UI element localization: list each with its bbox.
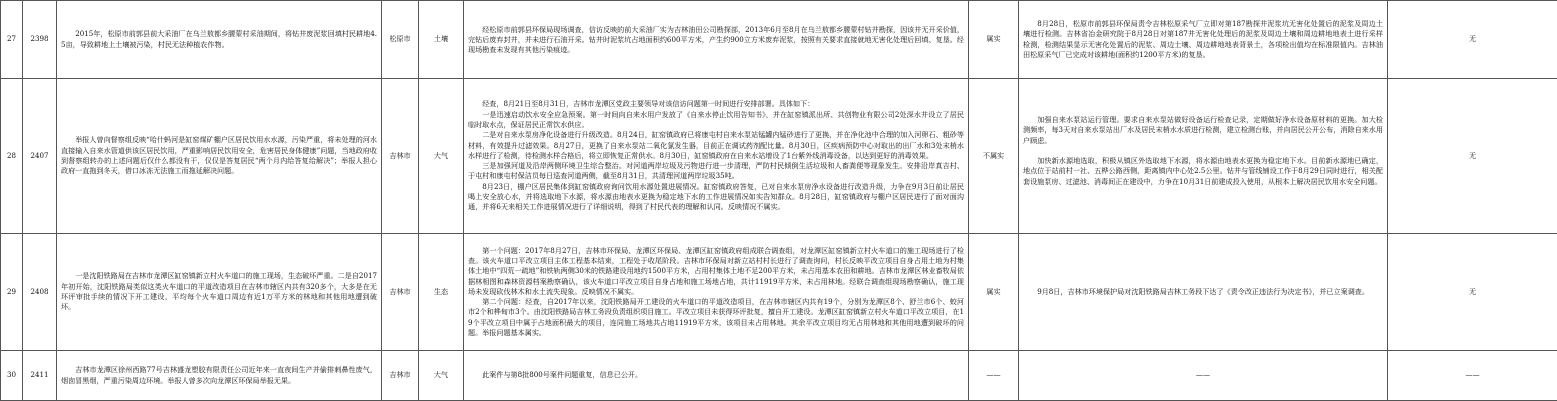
investigation-result — [464, 234, 969, 351]
rectification-measures-paragraph: 8月28日，松原市前郭县环保局责令吉林松原采气厂立即对第187勘探井泥浆坑无害化处置后的泥浆及周边土壤进行检测。吉林省冶金研究院于8月28日对第187井无害化处理后的泥浆及周边土壤和周边耕地地表土进行采样检测，检测结果显示无害化处置后的泥浆、周边土壤、周边耕地地表背景土，各项检出值均在标准限值内。吉林油田松原采气厂已完成对该耕地(面积约1200平方米)的复垦。 — [1023, 18, 1383, 59]
pollution-type: 大气 — [419, 79, 464, 234]
rectification-measures — [1019, 79, 1388, 234]
administrative-region: 吉林市 — [382, 79, 419, 234]
rectification-measures — [1019, 234, 1388, 351]
table-row — [1, 79, 1557, 234]
investigation-result-paragraph: 第一个问题：2017年8月27日，吉林市环保局、龙潭区环保局、龙潭区缸窑镇政府组成联合调查组，对龙潭区缸窑镇新立村火车道口的施工现场进行了检查。该火车道口平改立项目主体工程基本结束，工程处于收尾阶段。吉林市环保局对新立站村村长进行了调查询问，村长反映平改立项目自身占用土地为村集体土地中“四荒一疏地”和铁轨两侧30米的铁路建设用地约1500平方米，占用村集体土地不足200平方米，未占用基本农田和耕地。吉林市龙潭区林业畜牧局依据林相图和森林资源档案勘察确认，该火车道口平改立项目自身占地和施工场地占地，共计11919平方米，未占用林地。经联合调查组现场勘察确认，施工现场未发现砍伐林木和水土流失现象。反映情况不属实。 — [468, 245, 964, 296]
verification-verdict: 属实 — [969, 1, 1019, 79]
investigation-result — [464, 1, 969, 79]
row-index: 30 — [1, 351, 23, 401]
row-index: 27 — [1, 1, 23, 79]
pollution-type: 土壤 — [419, 1, 464, 79]
investigation-result-paragraph: 经松原市前郭县环保局现场调查，信访反映的前大采油厂实为吉林油田公司勘探部，2013年6月至8月在乌兰敖都乡腰蒙村钻井勘探，因该井无开采价值，完钻后废弃封井，并未进行石油开采。钻井时泥浆坑占地面积约600平方米，产生约900立方米废弃泥浆，按照有关要求直接就地无害化处理后回填、复垦。经现场勘查未发现有其他污染痕迹。 — [468, 24, 964, 55]
table-row — [1, 351, 1557, 401]
case-table-body — [1, 1, 1557, 401]
administrative-region: 吉林市 — [382, 234, 419, 351]
case-number: 2408 — [23, 234, 57, 351]
row-index: 29 — [1, 234, 23, 351]
complaint-content — [57, 351, 382, 401]
table-row — [1, 1, 1557, 79]
accountability: 无 — [1388, 1, 1557, 79]
verification-verdict: 不属实 — [969, 79, 1019, 234]
case-number: 2411 — [23, 351, 57, 401]
investigation-result — [464, 79, 969, 234]
verification-verdict: —— — [969, 351, 1019, 401]
complaint-content-text: 吉林市龙潭区徐州西路77号吉林盛龙塑胶有限责任公司近年来一直夜间生产并偷排刺鼻性废气，烟囱冒黑烟，严重污染周边环境。举报人曾多次向龙潭区环保局举报无果。 — [61, 365, 377, 385]
table-row — [1, 234, 1557, 351]
row-index: 28 — [1, 79, 23, 234]
rectification-measures-paragraph: 加快新水源地选取，积极从镇区外选取地下水源，将水源由地表水更换为稳定地下水。目前新水源地已确定，地点位于站前村一社、五桦公路西侧，距离镇内中心处2.5公里。钻井与管线铺设工作于8月29日同时进行，相关配套设施泵房、过滤池、消毒间正在建设中，力争在10月31日前建成投入使用，从根本上解决居民饮用水安全问题。 — [1023, 156, 1383, 186]
investigation-result-paragraph: 第二个问题：经查，自2017年以来，沈阳铁路局开工建设的火车道口的平道改造项目，在吉林市辖区内共有19个，分别为龙潭区8个、舒兰市6个、蛟河市2个和桦甸市3个。由沈阳铁路局吉林工务段负责组织项目施工。平改立项目未获得环评批复，擅自开工建设。龙潭区缸窑镇新立村火车道口平改立项目，在19个平改立项目中属于占地面积最大的项目，连同施工场地共占地11919平方米，该项目未占用林地。其余平改立项目均无占用林地和其他用地遭到破坏的问题。举报问题基本属实。 — [468, 297, 964, 338]
investigation-result-paragraph: 一是迅速启动饮水安全应急预案。第一时间向自来水用户发放了《自来水停止饮用告知书》，并在缸窑镇派出所、共创物业有限公司2处深水井设立了居民临时取水点，保证居民正常饮水供应。 — [468, 109, 964, 129]
accountability: 无 — [1388, 79, 1557, 234]
investigation-result-paragraph: 三是加强河道及沿岸两侧环境卫生综合整治。对河道两岸垃圾及污物进行进一步清理，严防村民倾倒生活垃圾和人畜粪便等现象发生。安排沿岸真吉村、于屯村和康屯村保洁员每日巡查河道两侧，截至8月31日，共清理河道两岸垃圾35吨。 — [468, 161, 964, 181]
investigation-result-paragraph: 8月23日，棚户区居民集体到缸窑镇政府询问饮用水源处置进展情况。缸窑镇政府答复，已对自来水泵房净水设备进行改造升级，力争在9月3日前让居民喝上安全放心水，并将选取地下水源，将水源由地表水更换为稳定地下水的工作进展情况如实告知群众。8月28日，缸窑镇政府与棚户区居民进行了面对面沟通，并将6天来相关工作进展情况进行了详细说明，得到了村民代表的理解和认同。反映情况不属实。 — [468, 181, 964, 212]
complaint-content — [57, 234, 382, 351]
pollution-type: 生态 — [419, 234, 464, 351]
administrative-region: 吉林市 — [382, 351, 419, 401]
rectification-measures — [1019, 351, 1388, 401]
verification-verdict: 属实 — [969, 234, 1019, 351]
investigation-result — [464, 351, 969, 401]
investigation-result-paragraph: 此案件与第8批800号案件问题重复，信息已公开。 — [482, 370, 643, 380]
rectification-measures-paragraph: 9月8日，吉林市环境保护局对沈阳铁路局吉林工务段下达了《责令改正违法行为决定书》，并已立案调查。 — [1037, 286, 1369, 296]
accountability: —— — [1388, 351, 1557, 401]
investigation-result-paragraph: 经查，8月21日至8月31日，吉林市龙潭区党政主要领导对该信访问题第一时间进行安排部署。具体如下： — [482, 99, 815, 109]
investigation-result-paragraph: 二是对自来水泵房净化设备进行升级改造。8月24日，缸窑镇政府已将康屯村自来水泵站锰罐内锰砂进行了更换，并在净化池中合理的加入河卵石、粗砂等材料，有效提升过滤效果。8月27日，更换了自来水泵站二氧化氯发生器，目前正在调试药剂配比量。8月30日，区疾病预防中心对取出的出厂水和3处末梢水水样进行了检测，待检测水样合格后，将立即恢复正常供水。8月30日，缸窑镇政府在自来水站增设了1台紫外线消毒设备，以达到更好的消毒效果。 — [468, 130, 964, 160]
rectification-measures-paragraph: —— — [1195, 370, 1211, 380]
case-number: 2407 — [23, 79, 57, 234]
complaint-content-text: 一是沈阳铁路局在吉林市龙潭区缸窑镇新立村火车道口的施工现场，生态破坏严重。二是自2017年初开始，沈阳铁路局类似这类火车道口的平道改造项目在吉林市辖区内共有320多个，大多是在无环评审批手续的情况下开工建设，平均每个火车道口周边有近1万平方米的林地和其他用地遭到破坏。 — [61, 271, 377, 312]
complaint-content-text: 举报人曾向督察组反映“哈什蚂河是缸窑煤矿棚户区居民饮用水水源，污染严重，将未处理的河水直接输入自来水管道供该区居民饮用，严重影响居民饮用安全，危害居民身体健康”问题，当地政府收到督察组转办的上述问题后仅什么都没有干，仅仅是答复居民“两个月内给答复给解决”；举报人担心政府一直拖到冬天，借口冰冻无法施工而拖延解决问题。 — [61, 135, 377, 176]
pollution-type: 大气 — [419, 351, 464, 401]
rectification-measures — [1019, 1, 1388, 79]
complaint-content-text: 2015年，松原市前郭县前大采油厂在乌兰敖都乡腰蒙村采油期间，将钻井废泥浆回填村民耕地4.5亩，导致耕地上土壤被污染，村民无法种植农作物。 — [61, 29, 377, 49]
accountability: 无 — [1388, 234, 1557, 351]
complaint-content — [57, 79, 382, 234]
administrative-region: 松原市 — [382, 1, 419, 79]
case-number: 2398 — [23, 1, 57, 79]
complaint-content — [57, 1, 382, 79]
rectification-measures-paragraph: 加强自来水泵站运行管理。要求自来水泵站做好设备运行检查记录，定期做好净水设备原材料的更换。加大检测频率，每3天对自来水泵站出厂水及居民末梢水水质进行检测，建立检测台账，并向居民公开公布，消除自来水用户顾虑。 — [1023, 115, 1383, 145]
